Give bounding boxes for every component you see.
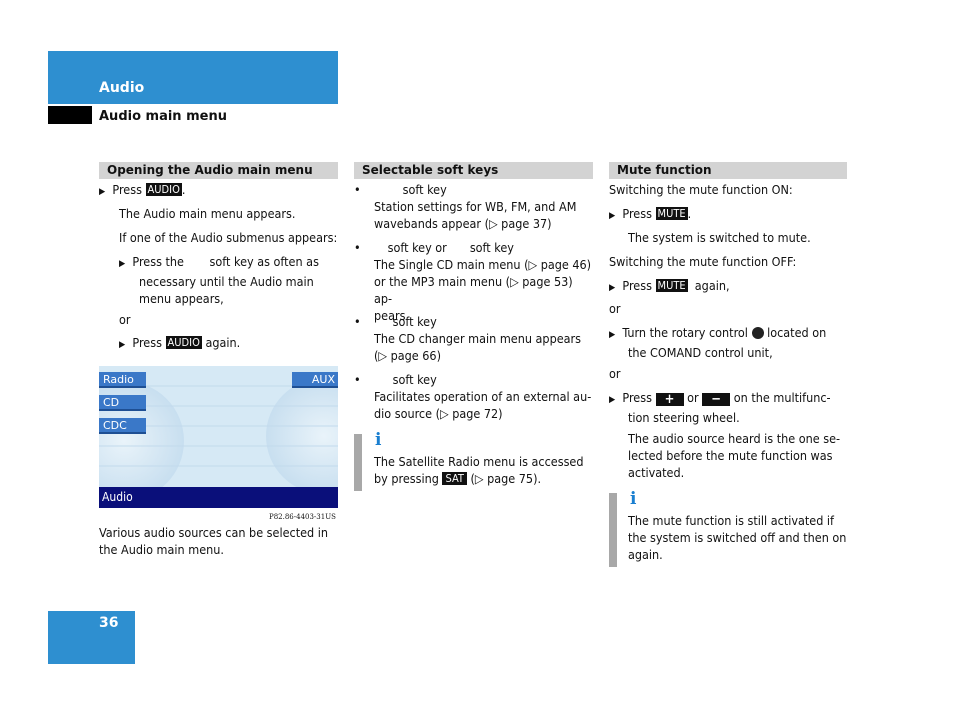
note-line: lected before the mute function was: [628, 448, 833, 463]
bullet-icon: •: [354, 372, 361, 387]
item-title: soft key: [402, 182, 447, 197]
item-text: Facilitates operation of an external au-: [374, 389, 592, 404]
figure-code: P82.86-4403-31US: [269, 513, 336, 521]
item-text: The CD changer main menu appears: [374, 331, 582, 346]
step-arrow-icon: ▶: [99, 187, 106, 197]
step-text: Turn the rotary control: [622, 325, 748, 340]
section-heading-mute: Mute function: [609, 162, 847, 179]
item-text: The Single CD main menu (▷ page 46): [374, 257, 592, 272]
step-press-mute-again: [609, 277, 730, 297]
bullet-icon: •: [354, 240, 361, 255]
bullet-icon: •: [354, 314, 361, 329]
step-text: Press: [622, 278, 652, 293]
minus-key-icon: −: [702, 393, 730, 406]
item-text: dio source (▷ page 72): [374, 406, 503, 421]
submenu-intro: If one of the Audio submenus appears:: [119, 230, 338, 245]
step-text: on the multifunc-: [733, 390, 831, 405]
page-number-band: [48, 611, 135, 664]
info-icon: i: [375, 430, 382, 450]
item-text: (▷ page 66): [374, 348, 441, 363]
substep-press-softkey: [119, 253, 339, 307]
info-box-bar: [354, 434, 362, 491]
step-press-audio-again: [119, 334, 240, 354]
step-arrow-icon: ▶: [609, 330, 616, 340]
screen-softkey-radio: Radio: [99, 372, 146, 388]
figure-caption: [99, 524, 328, 558]
softkey-item-cdc: [354, 313, 594, 364]
screen-softkey-cd: CD: [99, 395, 146, 411]
audio-source-note: [628, 430, 850, 481]
item-title: soft key or: [387, 240, 447, 255]
step-press-audio: ▶ Press AUDIO .: [99, 182, 186, 197]
rotary-control-icon: [752, 327, 764, 339]
step-text: menu appears,: [139, 291, 224, 306]
step-text: Press: [132, 335, 162, 350]
softkey-item-aux: [354, 371, 594, 422]
info-text: the system is switched off and then on: [628, 530, 847, 545]
audio-key-icon: AUDIO: [147, 183, 180, 196]
step-text: located on: [767, 325, 827, 340]
or-text: or: [609, 366, 621, 381]
step-text: again.: [205, 335, 241, 350]
step-text: tion steering wheel.: [628, 410, 740, 425]
or-text: or: [119, 312, 131, 327]
info-note-mute: [628, 512, 850, 563]
item-title: soft key: [392, 314, 437, 329]
plus-key-icon: +: [656, 393, 684, 406]
or-text: or: [609, 301, 621, 316]
step-text: Press the: [132, 254, 184, 269]
section-heading-softkeys: Selectable soft keys: [354, 162, 593, 179]
step-arrow-icon: ▶: [119, 340, 126, 350]
step-text: Press: [112, 182, 142, 197]
result-text: The Audio main menu appears.: [119, 206, 296, 221]
audio-menu-screenshot: [99, 366, 338, 508]
step-text: Press: [622, 390, 652, 405]
item-text: wavebands appear (▷ page 37): [374, 216, 552, 231]
step-arrow-icon: ▶: [609, 395, 616, 405]
mute-key-icon: MUTE: [657, 207, 686, 220]
step-rotary-control: [609, 324, 849, 361]
item-text: Station settings for WB, FM, and AM: [374, 199, 577, 214]
info-text: again.: [628, 547, 663, 562]
info-note-satellite: [374, 453, 594, 487]
section-heading-opening: Opening the Audio main menu: [99, 162, 338, 179]
bullet-icon: •: [354, 182, 361, 197]
note-line: The audio source heard is the one se-: [628, 431, 841, 446]
step-arrow-icon: ▶: [119, 259, 126, 269]
item-text: or the MP3 main menu (▷ page 53) ap-: [374, 274, 573, 306]
result-text: The system is switched to mute.: [628, 230, 811, 245]
step-arrow-icon: ▶: [609, 211, 616, 221]
softkey-item-cd: [354, 239, 594, 324]
mute-on-intro: Switching the mute function ON:: [609, 182, 793, 197]
subsection-title: Audio main menu: [99, 109, 227, 124]
chapter-title: Audio: [99, 80, 145, 96]
caption-line: the Audio main menu.: [99, 542, 224, 557]
info-box-bar: [609, 493, 617, 567]
info-text: The Satellite Radio menu is accessed: [374, 454, 584, 469]
item-title: soft key: [392, 372, 437, 387]
step-text: soft key as often as: [209, 254, 319, 269]
info-text: (▷ page 75).: [470, 471, 542, 486]
item-text: pears: [374, 308, 406, 323]
screen-softkey-cdc: CDC: [99, 418, 146, 434]
info-text: The mute function is still activated if: [628, 513, 835, 528]
screen-status-bar: Audio: [99, 487, 338, 508]
step-press-mute: ▶ Press MUTE .: [609, 206, 692, 221]
info-text: by pressing: [374, 471, 439, 486]
audio-key-icon: AUDIO: [167, 336, 200, 349]
info-icon: i: [630, 489, 637, 509]
sat-key-icon: SAT: [442, 472, 466, 485]
item-title: soft key: [469, 240, 514, 255]
softkey-item-radio: [354, 181, 594, 232]
step-text: necessary until the Audio main: [139, 274, 314, 289]
screen-softkey-aux: AUX: [292, 372, 338, 388]
caption-line: Various audio sources can be selected in: [99, 525, 328, 540]
mute-key-icon: MUTE: [657, 279, 686, 292]
step-multifunction-wheel: [609, 389, 849, 426]
step-arrow-icon: ▶: [609, 283, 616, 293]
step-text: the COMAND control unit,: [628, 345, 773, 360]
page-number: 36: [99, 615, 119, 631]
step-text: again,: [694, 278, 730, 293]
step-text: Press: [622, 206, 652, 221]
chapter-header-band: [48, 51, 338, 104]
step-text: or: [687, 390, 699, 405]
subsection-marker: [48, 106, 92, 124]
note-line: activated.: [628, 465, 685, 480]
mute-off-intro: Switching the mute function OFF:: [609, 254, 797, 269]
